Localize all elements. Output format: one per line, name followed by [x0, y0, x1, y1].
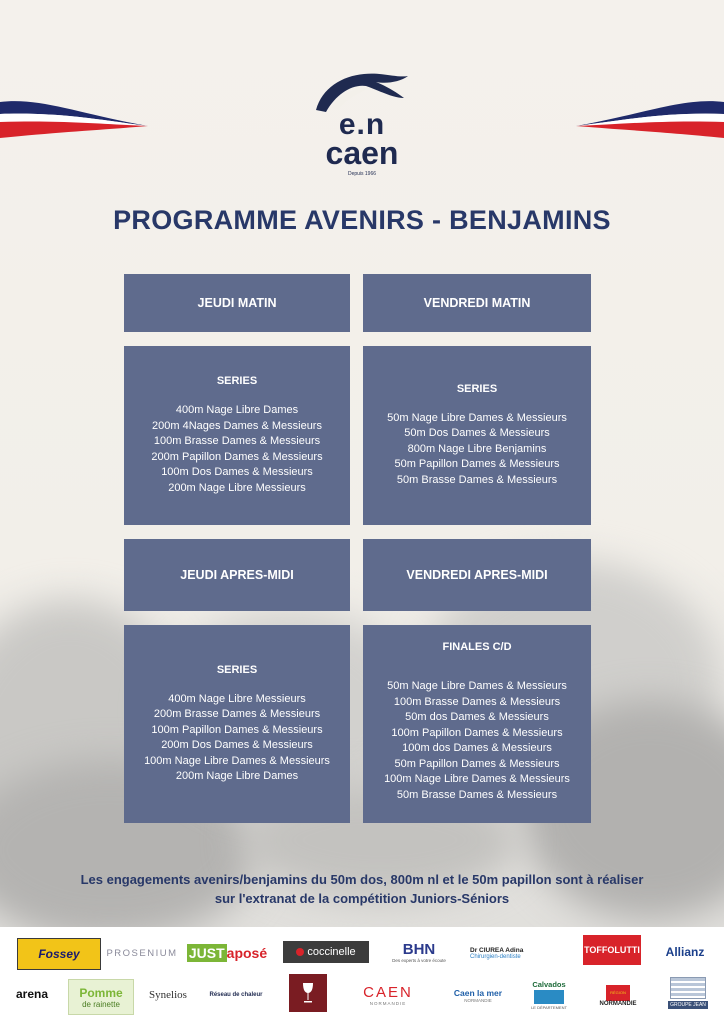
event-item: 50m Nage Libre Dames & Messieurs [387, 411, 567, 424]
sponsor-calvados-logo [527, 977, 571, 1013]
sponsor-wine-logo [289, 974, 327, 1012]
logo-line2: caen [325, 135, 399, 171]
event-item: 50m Brasse Dames & Messieurs [396, 473, 558, 486]
event-item: 100m Nage Libre Dames & Messieurs [384, 773, 570, 785]
sponsor-calvados-sub: LE DÉPARTEMENT [531, 1005, 567, 1010]
session-title: VENDREDI MATIN [423, 296, 531, 310]
sponsor-pomme-logo [68, 979, 134, 1015]
sponsor-reseau-label: Réseau de chaleur [209, 992, 263, 998]
sponsor-pomme-label: Pomme [79, 985, 123, 1000]
club-logo [310, 68, 414, 177]
sponsor-allianz-logo [654, 940, 716, 964]
session-subtitle: SERIES [216, 375, 258, 387]
sponsor-coccinelle-logo [283, 941, 369, 963]
ladybug-icon [296, 948, 304, 956]
page-title: PROGRAMME AVENIRS - BENJAMINS [113, 205, 611, 235]
sponsor-region-logo [598, 979, 638, 1013]
right-ribbon [574, 92, 724, 142]
sponsor-fossey-label: Fossey [38, 947, 80, 961]
event-item: 50m Papillon Dames & Messieurs [394, 757, 560, 770]
sponsor-calvados-label: Calvados [532, 980, 566, 989]
sponsor-region-sub: NORMANDIE [599, 1001, 637, 1007]
session-subtitle: SERIES [456, 382, 498, 395]
wine-glass-icon [301, 982, 315, 1004]
event-item: 50m Papillon Dames & Messieurs [394, 458, 560, 471]
session-subtitle: SERIES [216, 663, 258, 676]
sponsor-allianz-label: Allianz [665, 945, 705, 959]
session-header-vendredi-matin [363, 274, 591, 332]
session-events-jeudi-matin [124, 346, 350, 525]
sponsor-caenlamer-label: Caen la mer [453, 987, 503, 998]
event-item: 800m Nage Libre Benjamins [407, 442, 547, 455]
sponsor-caen-logo [352, 981, 424, 1009]
sponsor-dentist-name: Dr CIUREA Adina [470, 946, 524, 954]
event-item: 400m Nage Libre Dames [175, 404, 299, 416]
sponsor-region-label: RÉGION [606, 985, 630, 1001]
event-item: 200m Nage Libre Messieurs [168, 481, 306, 494]
sponsor-prosenium-logo [102, 940, 182, 966]
sponsor-just-label: JUST [188, 945, 225, 961]
note-line1: Les engagements avenirs/benjamins du 50m dos, 800m nl et le 50m papillon sont à réaliser [80, 872, 644, 887]
sponsor-reseau-logo [204, 981, 268, 1009]
event-item: 200m 4Nages Dames & Messieurs [152, 419, 322, 432]
session-header-vendredi-apres-midi [363, 539, 591, 611]
sponsor-coccinelle-label: coccinelle [307, 946, 356, 958]
logo-since: Depuis 1966 [347, 171, 377, 177]
session-events-vendredi-matin [363, 346, 591, 525]
session-header-jeudi-matin [124, 274, 350, 332]
sponsor-groupejean-logo [666, 973, 710, 1013]
building-icon [670, 977, 706, 999]
logo-line1: e.n [338, 108, 386, 141]
event-item: 100m Nage Libre Dames & Messieurs [144, 754, 330, 767]
sponsor-arena-logo [14, 983, 50, 1005]
sponsor-bhn-label: BHN [402, 941, 436, 958]
sponsor-apose-label: aposé [226, 945, 268, 961]
sponsor-synelios-label: Synelios [149, 989, 187, 1001]
sponsor-caenlamer-sub: NORMANDIE [464, 997, 492, 1003]
sponsor-dentist-title: Chirurgien-dentiste [470, 953, 521, 960]
event-item: 200m Dos Dames & Messieurs [161, 739, 313, 751]
sponsor-justapose-logo [186, 940, 268, 966]
session-events-vendredi-apres-midi [363, 625, 591, 823]
note-line2: sur l'extranat de la compétition Juniors-Séniors [214, 891, 510, 906]
event-item: 50m Dos Dames & Messieurs [404, 427, 550, 440]
event-item: 50m Brasse Dames & Messieurs [396, 788, 558, 801]
event-item: 200m Brasse Dames & Messieurs [153, 708, 321, 720]
sponsor-bhn-tagline: Des experts à votre écoute [392, 958, 446, 963]
sponsor-prosenium-label: PROSENIUM [106, 947, 178, 959]
sponsors-bar [0, 927, 724, 1024]
sponsor-arena-label: arena [15, 987, 49, 1001]
event-item: 100m Dos Dames & Messieurs [161, 466, 313, 478]
left-ribbon [0, 92, 150, 142]
event-item: 50m Nage Libre Dames & Messieurs [387, 680, 567, 692]
sponsor-caen-label: CAEN [363, 984, 413, 1001]
sponsor-toffolutti-logo [583, 935, 641, 965]
sponsor-synelios-logo [140, 985, 196, 1005]
session-header-jeudi-apres-midi [124, 539, 350, 611]
session-subtitle: FINALES C/D [442, 641, 512, 653]
event-item: 50m dos Dames & Messieurs [405, 711, 549, 723]
session-title: JEUDI APRES-MIDI [180, 568, 294, 582]
event-item: 100m dos Dames & Messieurs [402, 742, 552, 754]
event-item: 100m Brasse Dames & Messieurs [153, 435, 321, 447]
sponsor-caen-sub: NORMANDIE [369, 1001, 407, 1006]
session-title: JEUDI MATIN [197, 296, 277, 310]
registration-note [0, 870, 724, 908]
session-events-jeudi-apres-midi [124, 625, 350, 823]
sponsor-groupejean-label: GROUPE JEAN [670, 1002, 706, 1008]
event-item: 100m Brasse Dames & Messieurs [393, 695, 561, 708]
sponsor-fossey-logo [17, 938, 101, 970]
event-item: 400m Nage Libre Messieurs [168, 692, 306, 705]
event-item: 200m Papillon Dames & Messieurs [151, 450, 323, 463]
sponsor-toffolutti-label: TOFFOLUTTI [584, 945, 640, 955]
sponsor-bhn-logo [388, 937, 450, 967]
event-item: 100m Papillon Dames & Messieurs [151, 723, 323, 736]
calvados-wave-icon [534, 990, 564, 1004]
sponsor-rainette-label: de rainette [82, 999, 120, 1009]
event-item: 100m Papillon Dames & Messieurs [391, 726, 563, 739]
sponsor-caenlamer-logo [450, 977, 506, 1013]
sponsor-dentist-logo [470, 939, 562, 967]
session-title: VENDREDI APRES-MIDI [406, 568, 548, 582]
event-item: 200m Nage Libre Dames [175, 770, 299, 782]
